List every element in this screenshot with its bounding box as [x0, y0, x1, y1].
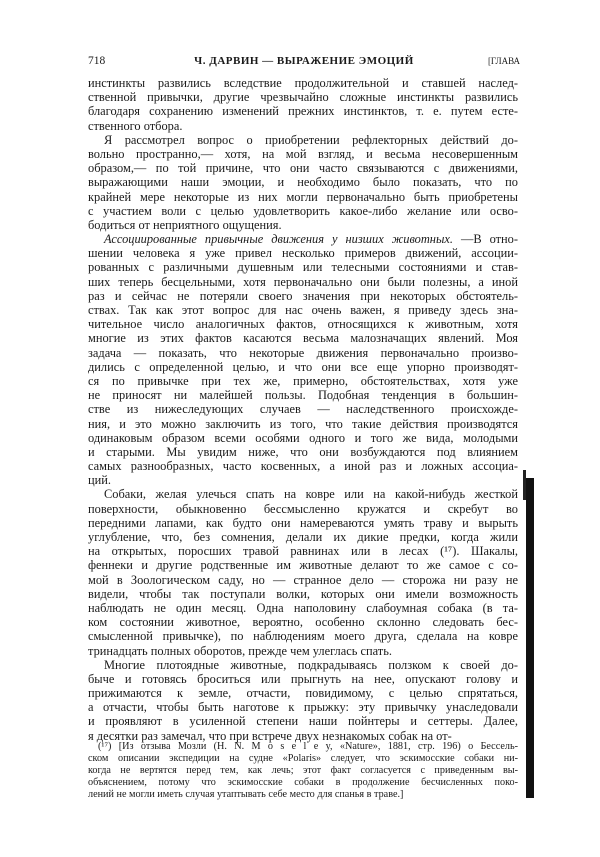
text-line: [88, 473, 518, 487]
text-line: [88, 487, 518, 501]
line-text: рованных с различными душевным или телесными состояниями и став-: [88, 260, 518, 275]
text-line: [88, 445, 518, 459]
text-line: [88, 119, 518, 133]
line-text: образом,— по той причине, что они часто связываются с движениями,: [88, 161, 518, 176]
text-line: [88, 161, 518, 175]
line-text: стве из нижеследующих случаев — наследственного происхожде-: [88, 402, 518, 417]
text-line: [88, 133, 518, 147]
line-text: и старыми. Мы увидим ниже, что они возбуждаются под влиянием: [88, 444, 518, 459]
text-line: [88, 644, 518, 658]
text-line: [88, 232, 518, 246]
chapter-mark: [ГЛАВА: [487, 56, 520, 66]
text-line: [88, 218, 518, 232]
text-line: [88, 246, 518, 260]
text-line: [88, 658, 518, 672]
line-text: задача — показать, что некоторые движения первоначально произво-: [88, 345, 518, 360]
line-text: Я рассмотрел вопрос о приобретении рефлекторных действий до-: [104, 132, 518, 147]
text-line: [88, 573, 518, 587]
text-line: [88, 700, 518, 714]
line-text: благодаря сохранению изменений прежних инстинктов, т. е. путем есте-: [88, 104, 518, 119]
line-text: Собаки, желая улечься спать на ковре или на какой-нибудь жесткой: [104, 487, 518, 502]
line-text: дились с определенной целью, и что они все еще упорно производят-: [88, 359, 518, 374]
line-text: углубление, что, без сомнения, делали их дикие предки, когда жили: [88, 530, 518, 544]
text-line: [88, 147, 518, 161]
line-text: ственного отбора.: [88, 118, 183, 133]
scan-edge-shadow-top: [523, 470, 526, 500]
text-line: [88, 388, 518, 402]
line-text: вольно пространно,— хотя, на мой взгляд, и весьма несовершенным: [88, 146, 518, 161]
text-line: [88, 516, 518, 530]
line-text: ся по привычке при тех же, примерно, обстоятельствах, хотя уже: [88, 373, 518, 388]
text-line: [88, 601, 518, 615]
italic-heading: Ассоциированные привычные движения у низших животных.: [104, 232, 453, 247]
text-line: [88, 275, 518, 289]
body-text: [88, 76, 518, 743]
scan-edge-shadow: [526, 478, 534, 798]
line-text: мой в Зоологическом саду, но — странное дело — сторожа ни разу не: [88, 572, 518, 587]
text-line: [88, 417, 518, 431]
line-text: одинаковым образом всеми особями одного и того же вида, молодыми: [88, 430, 518, 445]
line-text: смысленной привычке), по наблюдениям моего друга, сделала на ковре: [88, 629, 518, 644]
text-line: [88, 402, 518, 416]
line-text: а отчасти, чтобы быть наготове к прыжку: эту привычку унаследовали: [88, 700, 518, 715]
text-line: [88, 502, 518, 516]
line-text: ственной привычки, другие чрезвычайно сложные инстинкты развились: [88, 90, 518, 105]
line-text: феннеки и другие родственные им животные делают то же самое с со-: [88, 558, 518, 573]
line-text: прижимаются к земле, отчасти, повидимому, с целью спрятаться,: [88, 686, 518, 701]
text-line: [88, 530, 518, 544]
text-line: [88, 104, 518, 118]
text-line: [88, 431, 518, 445]
line-text: крайней мере некоторые из них могли первоначально быть приобретены: [88, 189, 518, 204]
text-line: [88, 374, 518, 388]
text-line: [88, 175, 518, 189]
line-text: бодиться от неприятного ощущения.: [88, 217, 282, 232]
line-text: шении человека я уже привел несколько примеров движений, ассоции-: [88, 246, 518, 261]
line-text: инстинкты развились вследствие продолжительной и ставшей наслед-: [88, 76, 518, 90]
text-line: [88, 360, 518, 374]
text-line: [88, 331, 518, 345]
footnote-line: лений не могли иметь случая утаптывать себе место для спанья в траве.]: [88, 789, 404, 800]
line-text: ком состоянии животное, вероятно, особенно склонно следовать бес-: [88, 615, 518, 630]
line-text: с участием воли с целью удовлетворить какое-либо желание или осво-: [88, 203, 518, 218]
text-line: [88, 686, 518, 700]
text-line: [88, 289, 518, 303]
line-text: Многие плотоядные животные, подкрадываясь ползком к своей до-: [104, 657, 518, 672]
line-text: видели, чтобы так поступали волки, которых они имели возможность: [88, 586, 518, 601]
line-text: выражающими наши эмоции, и необходимо было показать, что по: [88, 175, 518, 190]
footnote-line: когда не вертятся перед тем, как лечь; этот факт согласуется с приведенным вы-: [88, 765, 518, 776]
line-text: наблюдать не один месяц. Одна наполовину слабоумная собака (в та-: [88, 600, 518, 615]
text-line: [88, 90, 518, 104]
text-line: [88, 558, 518, 572]
text-line: [88, 544, 518, 558]
line-text: не приносят ни малейшей пользы. Подобная тенденция в большин-: [88, 388, 518, 403]
text-line: [88, 672, 518, 686]
running-title: Ч. ДАРВИН — ВЫРАЖЕНИЕ ЭМОЦИЙ: [194, 55, 414, 67]
line-text: поверхности, обыкновенно бессмысленно кружатся и скребут во: [88, 501, 518, 516]
text-line: [88, 346, 518, 360]
line-text: ствах. Так как этот вопрос для нас очень важен, я приведу здесь зна-: [88, 303, 518, 317]
line-text: и проявляют в усиленной степени наши пойнтеры и сеттеры. Далее,: [88, 714, 518, 729]
line-text: чительное число аналогичных фактов, относящихся к животным, хотя: [88, 317, 518, 332]
text-line: [88, 317, 518, 331]
line-text: ших теперь бесцельными, хотя первоначально они были полезны, а иной: [88, 274, 518, 289]
text-line: [88, 190, 518, 204]
line-text: самых разнообразных, часто косвенных, а иной раз и ложных ассоциа-: [88, 459, 518, 474]
text-line: [88, 459, 518, 473]
text-line: [88, 76, 518, 90]
line-text: ций.: [88, 473, 111, 488]
footnote: [88, 741, 518, 801]
line-text: передними лапами, как будто они намереваются умять траву и вырыть: [88, 515, 518, 530]
footnote-line: ском описании экспедиции на судне «Polaris» следует, что эскимосские собаки ни-: [88, 753, 518, 764]
text-line: [88, 204, 518, 218]
line-text: тринадцать полных оборотов, прежде чем улеглась спать.: [88, 643, 392, 658]
text-line: [88, 615, 518, 629]
footnote-line: (¹⁷) [Из отзыва Мозли (H. N. M o s e l e y, «Nature», 1881, стр. 196) о Бессель-: [98, 741, 518, 752]
text-line: [88, 629, 518, 643]
line-text: —В отно-: [452, 232, 518, 247]
line-text: ния, и это можно заключить из того, что такие действия производятся: [88, 416, 518, 431]
line-text: быче и готовясь броситься или прыгнуть на нее, опускают голову и: [88, 671, 518, 686]
page-header: [88, 53, 520, 69]
line-text: на открытых, поросших травой равнинах или в лесах (¹⁷). Шакалы,: [88, 544, 518, 559]
line-text: многие из этих фактов касаются весьма малозначащих явлений. Моя: [88, 331, 518, 346]
text-line: [88, 714, 518, 728]
line-text: я десятки раз замечал, что при встрече двух незнакомых собак на от-: [88, 728, 452, 743]
text-line: [88, 260, 518, 274]
text-line: [88, 303, 518, 317]
line-text: раз и сейчас не потеряли своего значения при некоторых обстоятель-: [88, 288, 518, 303]
page-number: 718: [88, 55, 106, 67]
text-line: [88, 587, 518, 601]
footnote-line: объяснением, потому что эскимосские собаки в продолжение бесчисленных поко-: [88, 777, 518, 788]
